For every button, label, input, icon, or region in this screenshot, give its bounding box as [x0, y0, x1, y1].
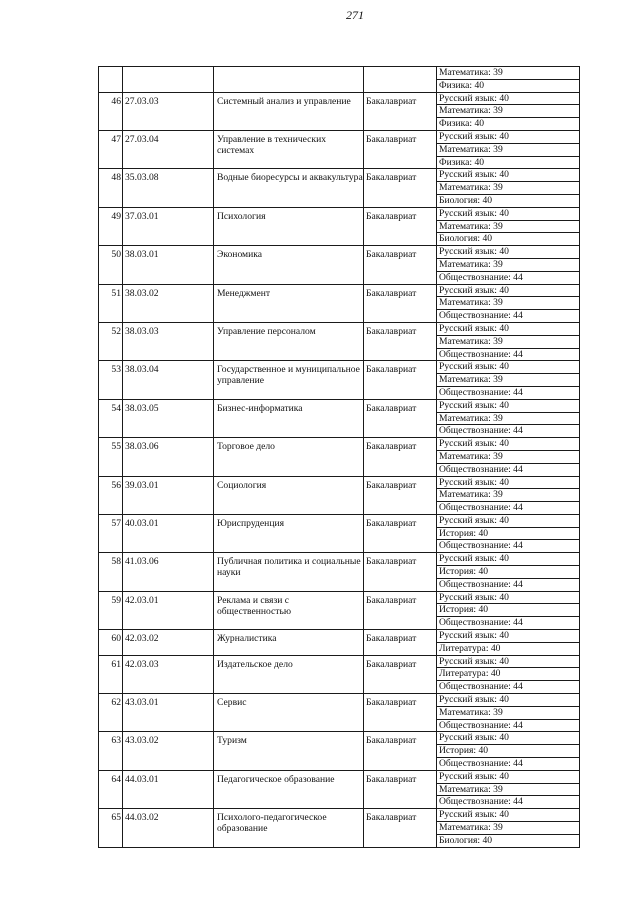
exam-subject-cell: Русский язык: 40: [437, 207, 580, 220]
exam-subject-cell: Математика: 39: [437, 450, 580, 463]
program-name-cell: Психолого-педагогическое образование: [214, 809, 364, 847]
exam-subject-cell: История: 40: [437, 745, 580, 758]
program-code-cell: 38.03.05: [123, 399, 214, 437]
exam-subject-cell: История: 40: [437, 604, 580, 617]
exam-subject-cell: Обществознание: 44: [437, 617, 580, 630]
row-number-cell: 63: [99, 732, 123, 770]
program-name-cell: Менеджмент: [214, 284, 364, 322]
exam-subject-cell: Обществознание: 44: [437, 463, 580, 476]
row-number-cell: 65: [99, 809, 123, 847]
exam-subject-cell: Обществознание: 44: [437, 271, 580, 284]
table-row: [99, 246, 580, 259]
table-row: [99, 322, 580, 335]
exam-subject-cell: История: 40: [437, 566, 580, 579]
program-code-cell: 38.03.06: [123, 438, 214, 476]
row-number-cell: 51: [99, 284, 123, 322]
row-number-cell: 64: [99, 770, 123, 808]
program-code-cell: 43.03.02: [123, 732, 214, 770]
education-level-cell: Бакалавриат: [364, 361, 437, 399]
exam-subject-cell: Русский язык: 40: [437, 809, 580, 822]
table-row: [99, 207, 580, 220]
program-code-cell: 37.03.01: [123, 207, 214, 245]
table-row: [99, 169, 580, 182]
row-number-cell: 50: [99, 246, 123, 284]
row-number-cell: 59: [99, 591, 123, 629]
program-name-cell: Психология: [214, 207, 364, 245]
row-number-cell: 58: [99, 553, 123, 591]
program-name-cell: Журналистика: [214, 630, 364, 656]
education-level-cell: Бакалавриат: [364, 322, 437, 360]
exam-subject-cell: Русский язык: 40: [437, 553, 580, 566]
row-number-cell: 53: [99, 361, 123, 399]
program-name-cell: Реклама и связи с общественностью: [214, 591, 364, 629]
exam-subject-cell: Математика: 39: [437, 412, 580, 425]
exam-subject-cell: Математика: 39: [437, 374, 580, 387]
row-number-cell: 61: [99, 655, 123, 693]
education-level-cell: Бакалавриат: [364, 770, 437, 808]
education-level-cell: Бакалавриат: [364, 732, 437, 770]
exam-subject-cell: Литература: 40: [437, 668, 580, 681]
program-code-cell: 41.03.06: [123, 553, 214, 591]
row-number-cell: 47: [99, 130, 123, 168]
exam-subject-cell: Русский язык: 40: [437, 732, 580, 745]
exam-subject-cell: Обществознание: 44: [437, 386, 580, 399]
table-row: [99, 361, 580, 374]
exam-subject-cell: Математика: 39: [437, 105, 580, 118]
exam-subject-cell: Русский язык: 40: [437, 591, 580, 604]
program-name-cell: Бизнес-информатика: [214, 399, 364, 437]
exam-subject-cell: Литература: 40: [437, 642, 580, 655]
row-number-cell: 49: [99, 207, 123, 245]
program-name-cell: Публичная политика и социальные науки: [214, 553, 364, 591]
exam-subject-cell: Физика: 40: [437, 118, 580, 131]
exam-subject-cell: Русский язык: 40: [437, 438, 580, 451]
programs-table: [98, 66, 580, 848]
exam-subject-cell: Русский язык: 40: [437, 361, 580, 374]
row-number-cell: 55: [99, 438, 123, 476]
exam-subject-cell: Математика: 39: [437, 822, 580, 835]
education-level-cell: Бакалавриат: [364, 809, 437, 847]
education-level-cell: Бакалавриат: [364, 207, 437, 245]
table-row: [99, 399, 580, 412]
exam-subject-cell: Биология: 40: [437, 194, 580, 207]
table-row: [99, 514, 580, 527]
education-level-cell: Бакалавриат: [364, 284, 437, 322]
exam-subject-cell: Математика: 39: [437, 335, 580, 348]
table-row: [99, 770, 580, 783]
exam-subject-cell: Физика: 40: [437, 79, 580, 92]
program-name-cell: Системный анализ и управление: [214, 92, 364, 130]
program-code-cell: 42.03.02: [123, 630, 214, 656]
row-number-cell: 60: [99, 630, 123, 656]
exam-subject-cell: История: 40: [437, 527, 580, 540]
education-level-cell: Бакалавриат: [364, 591, 437, 629]
exam-subject-cell: Биология: 40: [437, 834, 580, 847]
exam-subject-cell: Математика: 39: [437, 143, 580, 156]
table-row: [99, 130, 580, 143]
table-row: [99, 694, 580, 707]
exam-subject-cell: Русский язык: 40: [437, 770, 580, 783]
exam-subject-cell: Обществознание: 44: [437, 719, 580, 732]
table-row: [99, 92, 580, 105]
program-code-cell: 42.03.03: [123, 655, 214, 693]
exam-subject-cell: Обществознание: 44: [437, 348, 580, 361]
program-code-cell: 27.03.04: [123, 130, 214, 168]
exam-subject-cell: Русский язык: 40: [437, 630, 580, 643]
table-row: [99, 67, 580, 80]
education-level-cell: Бакалавриат: [364, 399, 437, 437]
program-name-cell: Юриспруденция: [214, 514, 364, 552]
exam-subject-cell: Обществознание: 44: [437, 758, 580, 771]
exam-subject-cell: Русский язык: 40: [437, 655, 580, 668]
education-level-cell: Бакалавриат: [364, 630, 437, 656]
program-code-cell: 39.03.01: [123, 476, 214, 514]
exam-subject-cell: Математика: 39: [437, 182, 580, 195]
program-name-cell: [214, 67, 364, 93]
education-level-cell: Бакалавриат: [364, 246, 437, 284]
row-number-cell: 56: [99, 476, 123, 514]
program-code-cell: 43.03.01: [123, 694, 214, 732]
program-name-cell: Сервис: [214, 694, 364, 732]
table-row: [99, 476, 580, 489]
program-name-cell: Издательское дело: [214, 655, 364, 693]
exam-subject-cell: Русский язык: 40: [437, 514, 580, 527]
program-name-cell: Туризм: [214, 732, 364, 770]
exam-subject-cell: Русский язык: 40: [437, 169, 580, 182]
table-row: [99, 591, 580, 604]
program-name-cell: Государственное и муниципальное управление: [214, 361, 364, 399]
exam-subject-cell: Русский язык: 40: [437, 246, 580, 259]
exam-subject-cell: Обществознание: 44: [437, 578, 580, 591]
exam-subject-cell: Обществознание: 44: [437, 502, 580, 515]
exam-subject-cell: Обществознание: 44: [437, 310, 580, 323]
exam-subject-cell: Физика: 40: [437, 156, 580, 169]
row-number-cell: 54: [99, 399, 123, 437]
exam-subject-cell: Математика: 39: [437, 783, 580, 796]
exam-subject-cell: Русский язык: 40: [437, 399, 580, 412]
exam-subject-cell: Обществознание: 44: [437, 540, 580, 553]
table-row: [99, 630, 580, 643]
education-level-cell: Бакалавриат: [364, 169, 437, 207]
exam-subject-cell: Русский язык: 40: [437, 476, 580, 489]
exam-subject-cell: Русский язык: 40: [437, 322, 580, 335]
program-name-cell: Торговое дело: [214, 438, 364, 476]
page-number: 271: [346, 8, 364, 22]
row-number-cell: 46: [99, 92, 123, 130]
program-name-cell: Социология: [214, 476, 364, 514]
education-level-cell: Бакалавриат: [364, 553, 437, 591]
program-code-cell: 44.03.02: [123, 809, 214, 847]
education-level-cell: Бакалавриат: [364, 655, 437, 693]
exam-subject-cell: Обществознание: 44: [437, 796, 580, 809]
row-number-cell: 52: [99, 322, 123, 360]
program-code-cell: 38.03.02: [123, 284, 214, 322]
exam-subject-cell: Математика: 39: [437, 67, 580, 80]
education-level-cell: Бакалавриат: [364, 92, 437, 130]
row-number-cell: 62: [99, 694, 123, 732]
program-code-cell: 38.03.01: [123, 246, 214, 284]
exam-subject-cell: Обществознание: 44: [437, 425, 580, 438]
program-code-cell: 40.03.01: [123, 514, 214, 552]
row-number-cell: 48: [99, 169, 123, 207]
program-code-cell: 27.03.03: [123, 92, 214, 130]
education-level-cell: Бакалавриат: [364, 438, 437, 476]
program-code-cell: 35.03.08: [123, 169, 214, 207]
exam-subject-cell: Математика: 39: [437, 220, 580, 233]
exam-subject-cell: Обществознание: 44: [437, 681, 580, 694]
program-code-cell: 42.03.01: [123, 591, 214, 629]
table-row: [99, 732, 580, 745]
programs-table-body: [99, 67, 580, 848]
exam-subject-cell: Русский язык: 40: [437, 284, 580, 297]
education-level-cell: Бакалавриат: [364, 694, 437, 732]
program-name-cell: Водные биоресурсы и аквакультура: [214, 169, 364, 207]
table-row: [99, 553, 580, 566]
education-level-cell: Бакалавриат: [364, 514, 437, 552]
row-number-cell: [99, 67, 123, 93]
program-name-cell: Педагогическое образование: [214, 770, 364, 808]
table-row: [99, 655, 580, 668]
exam-subject-cell: Русский язык: 40: [437, 92, 580, 105]
table-row: [99, 284, 580, 297]
row-number-cell: 57: [99, 514, 123, 552]
program-name-cell: Экономика: [214, 246, 364, 284]
exam-subject-cell: Биология: 40: [437, 233, 580, 246]
education-level-cell: Бакалавриат: [364, 130, 437, 168]
exam-subject-cell: Математика: 39: [437, 706, 580, 719]
education-level-cell: [364, 67, 437, 93]
program-code-cell: 44.03.01: [123, 770, 214, 808]
table-row: [99, 438, 580, 451]
exam-subject-cell: Математика: 39: [437, 258, 580, 271]
program-code-cell: [123, 67, 214, 93]
exam-subject-cell: Русский язык: 40: [437, 694, 580, 707]
education-level-cell: Бакалавриат: [364, 476, 437, 514]
program-code-cell: 38.03.03: [123, 322, 214, 360]
exam-subject-cell: Русский язык: 40: [437, 130, 580, 143]
program-name-cell: Управление в технических системах: [214, 130, 364, 168]
program-name-cell: Управление персоналом: [214, 322, 364, 360]
table-row: [99, 809, 580, 822]
program-code-cell: 38.03.04: [123, 361, 214, 399]
exam-subject-cell: Математика: 39: [437, 489, 580, 502]
exam-subject-cell: Математика: 39: [437, 297, 580, 310]
